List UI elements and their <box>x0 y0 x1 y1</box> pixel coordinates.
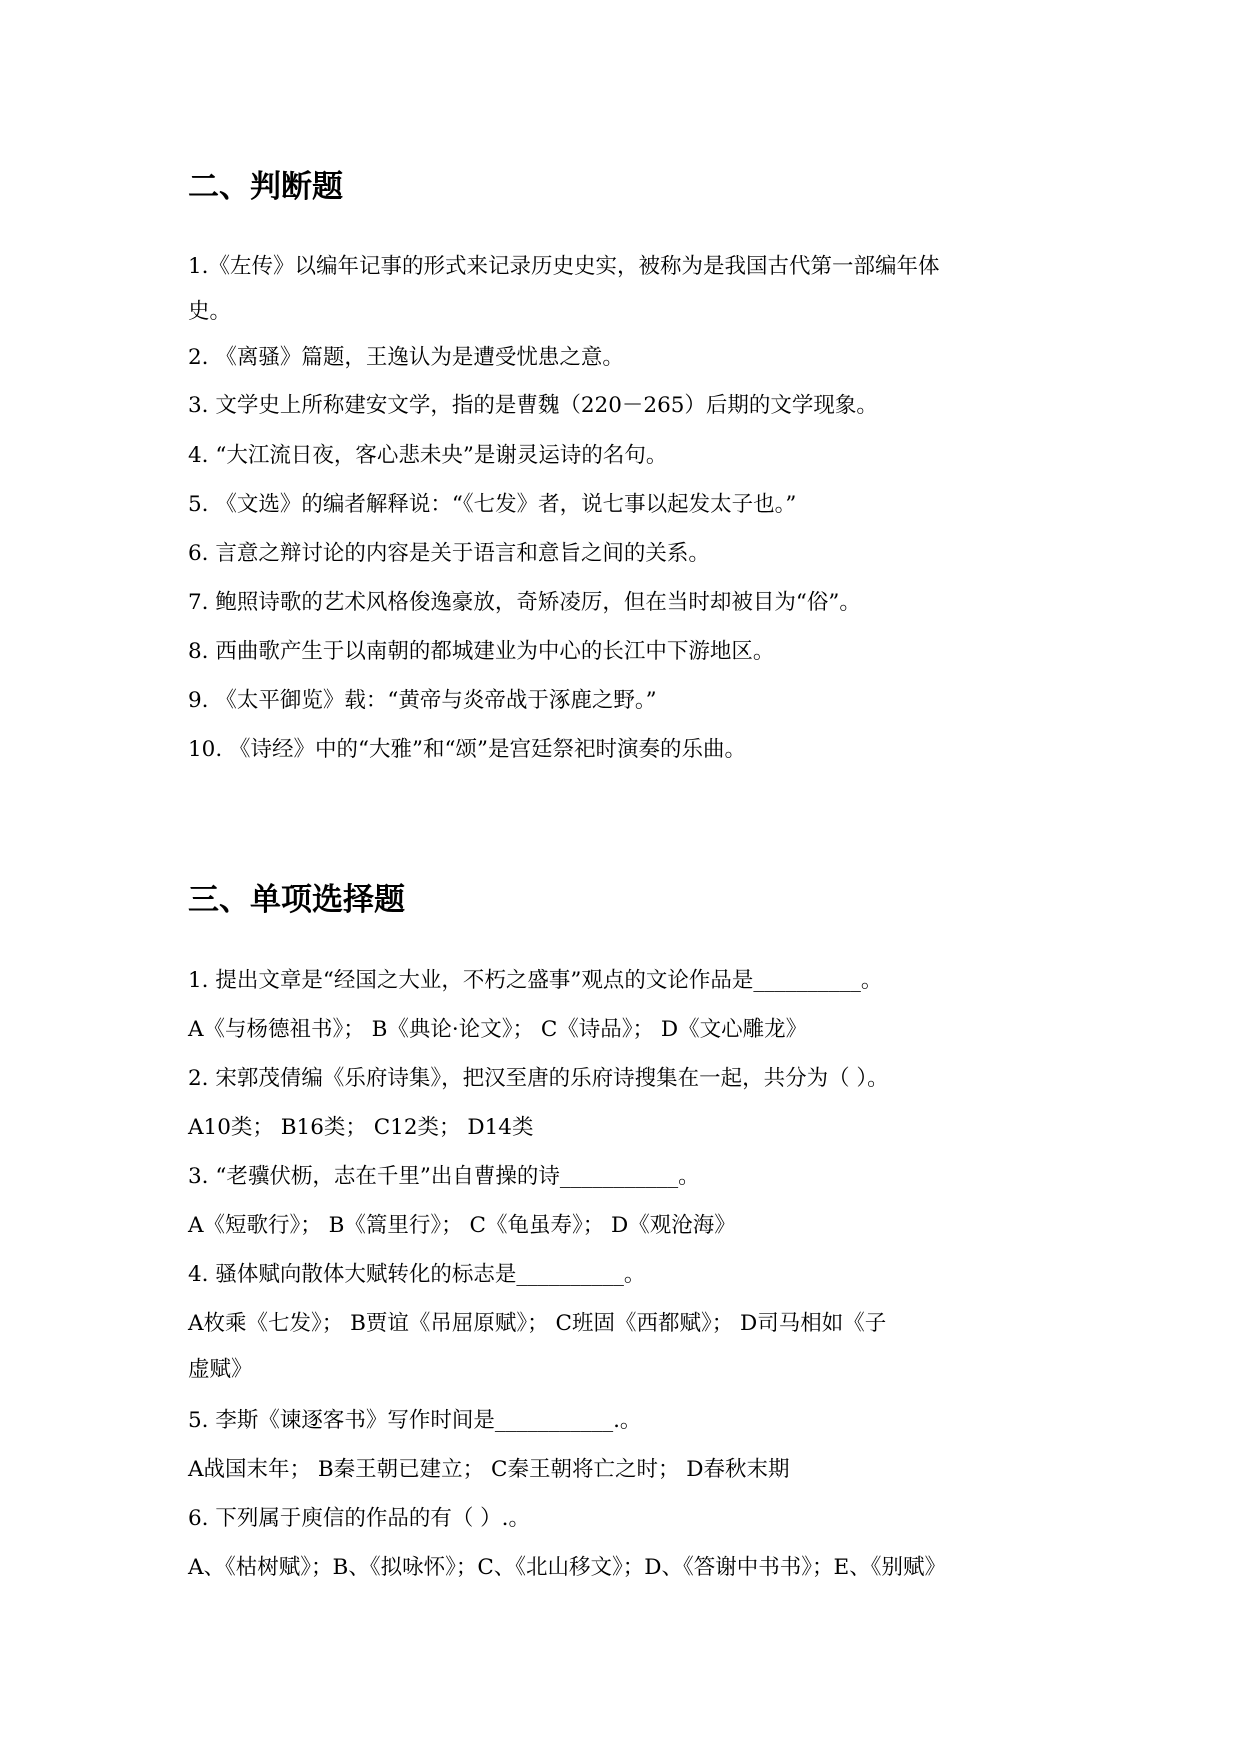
mc-options-1: A《与杨德祖书》； B《典论·论文》； C《诗品》； D《文心雕龙》 <box>188 1017 808 1042</box>
mc-question-1: 1. 提出文章是“经国之大业，不朽之盛事”观点的文论作品是__________。 <box>188 968 883 993</box>
tf-question-3: 3. 文学史上所称建安文学，指的是曹魏（220－265）后期的文学现象。 <box>188 393 878 418</box>
mc-options-6: A、《枯树赋》；B、《拟咏怀》；C、《北山移文》；D、《答谢中书书》；E、《别赋》 <box>188 1555 946 1580</box>
mc-question-6: 6. 下列属于庾信的作品的有（ ）.。 <box>188 1506 531 1531</box>
section-heading-true-false: 二、判断题 <box>188 169 343 205</box>
tf-question-1: 1.《左传》以编年记事的形式来记录历史史实，被称为是我国古代第一部编年体 <box>188 254 940 279</box>
mc-options-4: A枚乘《七发》； B贾谊《吊屈原赋》； C班固《西都赋》； D司马相如《子 <box>188 1311 887 1336</box>
tf-question-7: 7. 鲍照诗歌的艺术风格俊逸豪放，奇矫凌厉，但在当时却被目为“俗”。 <box>188 590 861 615</box>
tf-question-5: 5. 《文选》的编者解释说：“《七发》者，说七事以起发太子也。” <box>188 492 797 517</box>
tf-question-9: 9. 《太平御览》载：“黄帝与炎帝战于涿鹿之野。” <box>188 688 657 713</box>
mc-question-3: 3. “老骥伏枥，志在千里”出自曹操的诗___________。 <box>188 1164 700 1189</box>
section-heading-single-choice: 三、单项选择题 <box>188 882 405 918</box>
tf-question-1-continued: 史。 <box>188 299 232 324</box>
mc-options-4-continued: 虚赋》 <box>188 1357 253 1382</box>
mc-options-5: A战国末年； B秦王朝已建立； C秦王朝将亡之时； D春秋末期 <box>188 1457 790 1482</box>
mc-question-4: 4. 骚体赋向散体大赋转化的标志是__________。 <box>188 1262 646 1287</box>
tf-question-4: 4. “大江流日夜，客心悲未央”是谢灵运诗的名句。 <box>188 443 668 468</box>
mc-options-3: A《短歌行》； B《篙里行》； C《龟虽寿》； D《观沧海》 <box>188 1213 736 1238</box>
tf-question-6: 6. 言意之辩讨论的内容是关于语言和意旨之间的关系。 <box>188 541 710 566</box>
mc-question-5: 5. 李斯《谏逐客书》写作时间是___________.。 <box>188 1408 642 1433</box>
mc-question-2: 2. 宋郭茂倩编《乐府诗集》，把汉至唐的乐府诗搜集在一起，共分为（ ）。 <box>188 1066 889 1091</box>
tf-question-2: 2. 《离骚》篇题，王逸认为是遭受忧患之意。 <box>188 345 624 370</box>
tf-question-10: 10. 《诗经》中的“大雅”和“颂”是宫廷祭祀时演奏的乐曲。 <box>188 737 746 762</box>
mc-options-2: A10类； B16类； C12类； D14类 <box>188 1115 534 1140</box>
tf-question-8: 8. 西曲歌产生于以南朝的都城建业为中心的长江中下游地区。 <box>188 639 775 664</box>
